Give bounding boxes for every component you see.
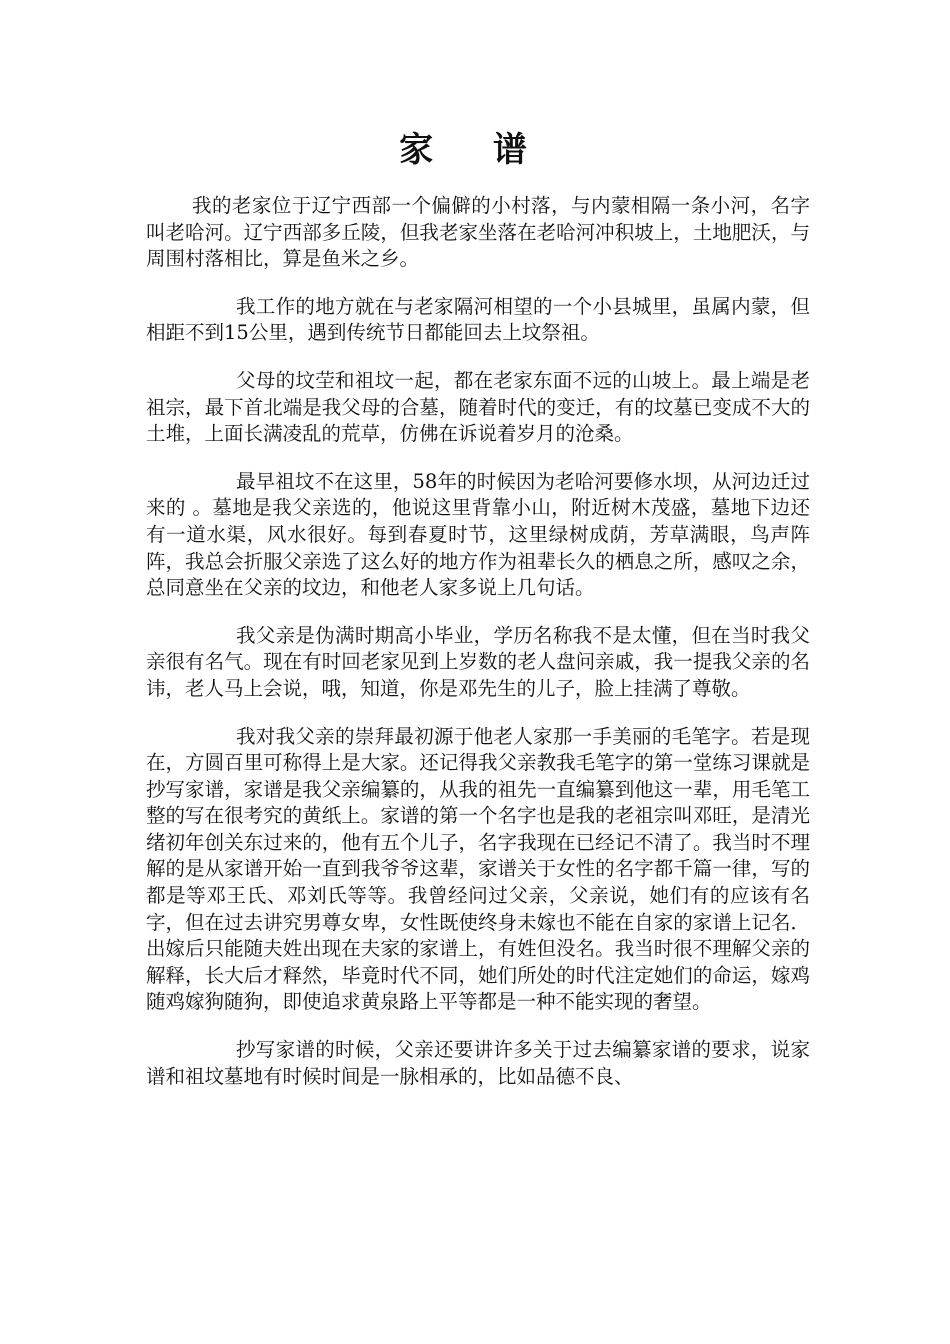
article-body [146, 193, 810, 1111]
paragraph-5: 我父亲是伪满时期高小毕业，学历名称我不是太懂，但在当时我父亲很有名气。现在有时回老家见到上岁数的老人盘问亲戚，我一提我父亲的名讳，老人马上会说，哦，知道，你是邓先生的儿子，脸上挂满了尊敬。 [146, 623, 810, 700]
paragraph-3: 父母的坟茔和祖坟一起，都在老家东面不远的山坡上。最上端是老祖宗，最下首北端是我父母的合墓，随着时代的变迁，有的坟墓已变成不大的土堆，上面长满凌乱的荒草，仿佛在诉说着岁月的沧桑。 [146, 368, 810, 446]
paragraph-4: 最早祖坟不在这里，58年的时候因为老哈河要修水坝，从河边迁过来的 。墓地是我父亲选的，他说这里背靠小山，附近树木茂盛，墓地下边还有一道水渠，风水很好。每到春夏时节，这里绿树成荫，芳草满眼，鸟声阵阵，我总会折服父亲选了这么好的地方作为祖辈长久的栖息之所，感叹之余，总同意坐在父亲的坟边，和他老人家多说上几句话。 [146, 469, 810, 600]
paragraph-6: 我对我父亲的崇拜最初源于他老人家那一手美丽的毛笔字。若是现在，方圆百里可称得上是大家。还记得我父亲教我毛笔字的第一堂练习课就是抄写家谱，家谱是我父亲编纂的，从我的祖先一直编纂到他这一辈，用毛笔工整的写在很考究的黄纸上。家谱的第一个名字也是我的老祖宗叫邓旺，是清光绪初年创关东过来的，他有五个儿子，名字我现在已经记不清了。我当时不理解的是从家谱开始一直到我爷爷这辈，家谱关于女性的名字都千篇一律，写的都是等邓王氏、邓刘氏等等。我曾经问过父亲，父亲说，她们有的应该有名字，但在过去讲究男尊女卑，女性既使终身未嫁也不能在自家的家谱上记名．出嫁后只能随夫姓出现在夫家的家谱上，有姓但没名。我当时很不理解父亲的解释，长大后才释然，毕竟时代不同，她们所处的时代注定她们的命运，嫁鸡随鸡嫁狗随狗，即使追求黄泉路上平等都是一种不能实现的奢望。 [146, 724, 810, 1014]
page-title: 家 谱 [399, 130, 551, 170]
paragraph-7: 抄写家谱的时候，父亲还要讲许多关于过去编纂家谱的要求，说家谱和祖坟墓地有时候时间是一脉相承的，比如品德不良、 [146, 1038, 810, 1088]
paragraph-2: 我工作的地方就在与老家隔河相望的一个小县城里，虽属内蒙，但相距不到15公里，遇到传统节日都能回去上坟祭祖。 [146, 294, 810, 345]
paragraph-1: 我的老家位于辽宁西部一个偏僻的小村落，与内蒙相隔一条小河，名字叫老哈河。辽宁西部多丘陵，但我老家坐落在老哈河冲积坡上，土地肥沃，与周围村落相比，算是鱼米之乡。 [146, 194, 810, 271]
